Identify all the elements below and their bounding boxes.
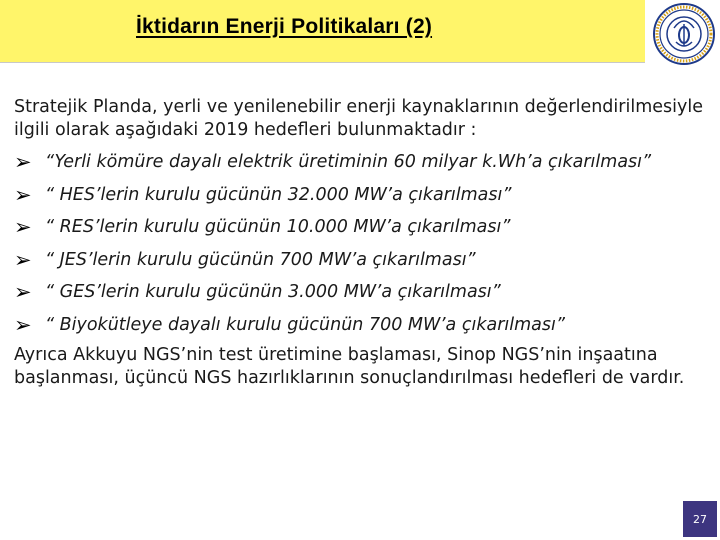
bullet-text: “Yerli kömüre dayalı elektrik üretiminin 60 milyar k.Wh’a çıkarılması”	[45, 152, 652, 172]
tmmob-seal-icon	[652, 2, 716, 66]
arrow-bullet-icon: ➢	[14, 150, 32, 174]
bullet-text: “ RES’lerin kurulu gücünün 10.000 MW’a çıkarılması”	[45, 217, 511, 237]
outro-paragraph: Ayrıca Akkuyu NGS’nin test üretimine başlaması, Sinop NGS’nin inşaatına başlanması, üçüncü NGS hazırlıklarının sonuçlandırılması hedefleri de vardır.	[14, 345, 685, 388]
page-number-badge: 27	[683, 501, 717, 537]
arrow-bullet-icon: ➢	[14, 182, 32, 207]
bullet-item	[14, 281, 704, 304]
bullet-item	[14, 249, 704, 272]
bullet-text: “ GES’lerin kurulu gücünün 3.000 MW’a çıkarılması”	[45, 282, 501, 302]
bullet-list	[14, 151, 704, 336]
title-bar	[0, 0, 645, 63]
bullet-text: “ Biyokütleye dayalı kurulu gücünün 700 MW’a çıkarılması”	[45, 314, 565, 335]
bullet-item	[14, 314, 704, 337]
bullet-item	[14, 151, 704, 174]
arrow-bullet-icon: ➢	[14, 247, 32, 272]
arrow-bullet-icon: ➢	[14, 312, 32, 337]
arrow-bullet-icon: ➢	[14, 215, 32, 239]
bullet-text: “ HES’lerin kurulu gücünün 32.000 MW’a çıkarılması”	[45, 184, 512, 205]
bullet-item	[14, 216, 704, 239]
intro-paragraph: Stratejik Planda, yerli ve yenilenebilir enerji kaynaklarının değerlendirilmesiyle ilgili olarak aşağıdaki 2019 hedefleri bulunmaktadır :	[14, 97, 703, 140]
arrow-bullet-icon: ➢	[14, 280, 32, 304]
slide-title: İktidarın Enerji Politikaları (2)	[136, 15, 433, 38]
bullet-text: “ JES’lerin kurulu gücünün 700 MW’a çıkarılması”	[45, 249, 476, 270]
bullet-item	[14, 184, 704, 207]
slide-body	[14, 96, 704, 389]
